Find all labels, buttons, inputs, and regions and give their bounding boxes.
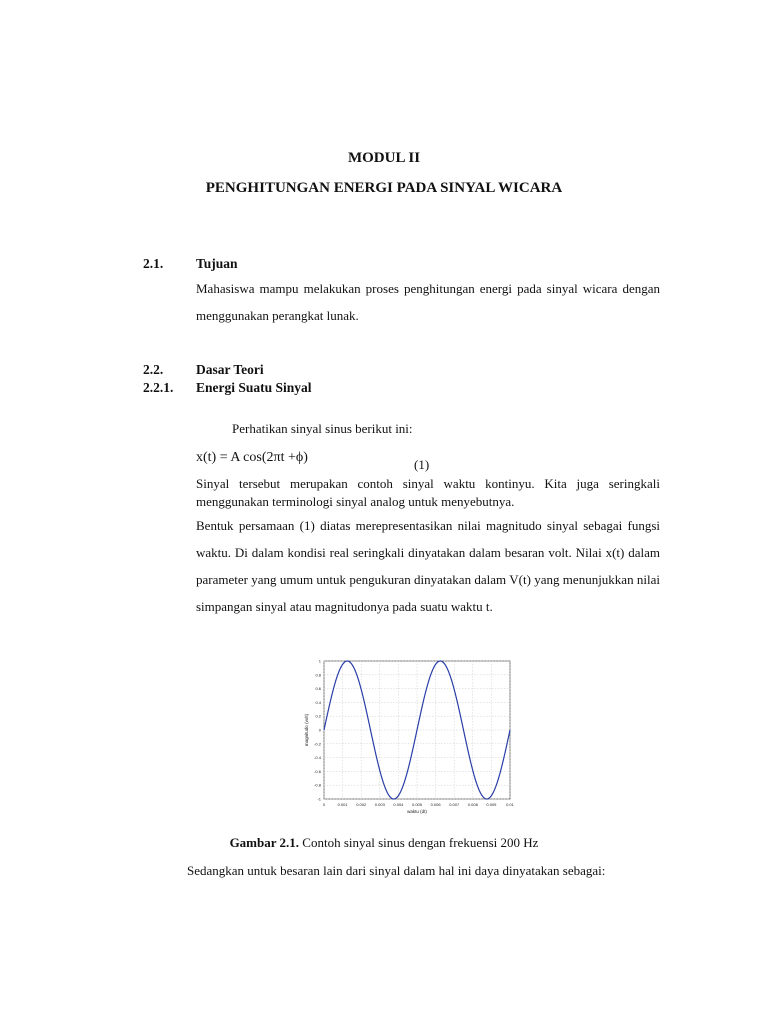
y-tick-label: 0.6 <box>315 686 321 692</box>
tujuan-paragraph: Mahasiswa mampu melakukan proses penghitungan energi pada sinyal wicara dengan menggunakan perangkat lunak. <box>196 281 660 323</box>
y-tick-label: 1 <box>318 658 321 664</box>
figure-caption-label: Gambar 2.1. <box>229 835 300 850</box>
x-tick-label: 0.002 <box>356 802 367 807</box>
section-number-2-2: 2.2. <box>143 362 164 377</box>
x-tick-label: 0.007 <box>449 802 460 807</box>
sine-chart <box>300 655 516 821</box>
y-tick-label: -0.6 <box>314 768 321 774</box>
section-number-2-2-1: 2.2.1. <box>143 380 174 395</box>
y-tick-label: 0.4 <box>315 699 321 705</box>
paragraph-bentuk: Bentuk persamaan (1) diatas merepresentasikan nilai magnitudo sinyal sebagai fungsi waktu. Di dalam kondisi real seringkali dinyatakan dalam besaran volt. Nilai x(t) dalam parameter yang umum untuk pengukuran dinyatakan dalam V(t) yang menunjukkan nilai simpangan sinyal atau magnitudonya pada suatu waktu t. <box>196 518 660 614</box>
section-number-2-1: 2.1. <box>143 256 164 271</box>
module-label: MODUL II <box>347 150 421 166</box>
y-tick-label: -1 <box>317 796 321 802</box>
section-title-tujuan: Tujuan <box>196 256 238 271</box>
x-tick-label: 0.005 <box>411 802 423 807</box>
section-title-energi: Energi Suatu Sinyal <box>196 380 312 395</box>
x-tick-label: 0.01 <box>506 802 514 807</box>
x-tick-label: 0.003 <box>374 802 385 807</box>
y-tick-label: 0.8 <box>315 672 321 678</box>
x-axis-label: waktu (dt) <box>407 809 427 814</box>
y-tick-label: 0 <box>318 727 321 733</box>
y-tick-label: 0.2 <box>315 713 321 719</box>
y-axis-label: magnitudo (volt) <box>304 713 309 747</box>
equation-number: (1) <box>414 457 430 472</box>
x-tick-label: 0.008 <box>467 802 478 807</box>
figure-caption <box>0 835 768 851</box>
equation: x(t) = A cos(2πt +ϕ) <box>196 450 308 465</box>
paragraph-kontinyu: Sinyal tersebut merupakan contoh sinyal waktu kontinyu. Kita juga seringkali menggunakan terminologi sinyal analog untuk menyebutnya. <box>196 476 660 509</box>
page-title: PENGHITUNGAN ENERGI PADA SINYAL WICARA <box>205 180 563 196</box>
x-tick-label: 0 <box>322 802 326 807</box>
y-tick-label: -0.4 <box>314 755 321 761</box>
x-tick-label: 0.001 <box>337 802 348 807</box>
x-tick-label: 0.006 <box>430 802 441 807</box>
figure-caption-text: Contoh sinyal sinus dengan frekuensi 200 Hz <box>299 835 539 850</box>
y-tick-label: -0.8 <box>314 782 321 788</box>
section-title-dasar-teori: Dasar Teori <box>196 362 264 377</box>
y-tick-label: -0.2 <box>314 741 321 747</box>
paragraph-sedangkan: Sedangkan untuk besaran lain dari sinyal dalam hal ini daya dinyatakan sebagai: <box>187 863 606 878</box>
intro-line: Perhatikan sinyal sinus berikut ini: <box>232 421 413 436</box>
x-tick-label: 0.004 <box>393 802 404 807</box>
x-tick-label: 0.009 <box>486 802 497 807</box>
